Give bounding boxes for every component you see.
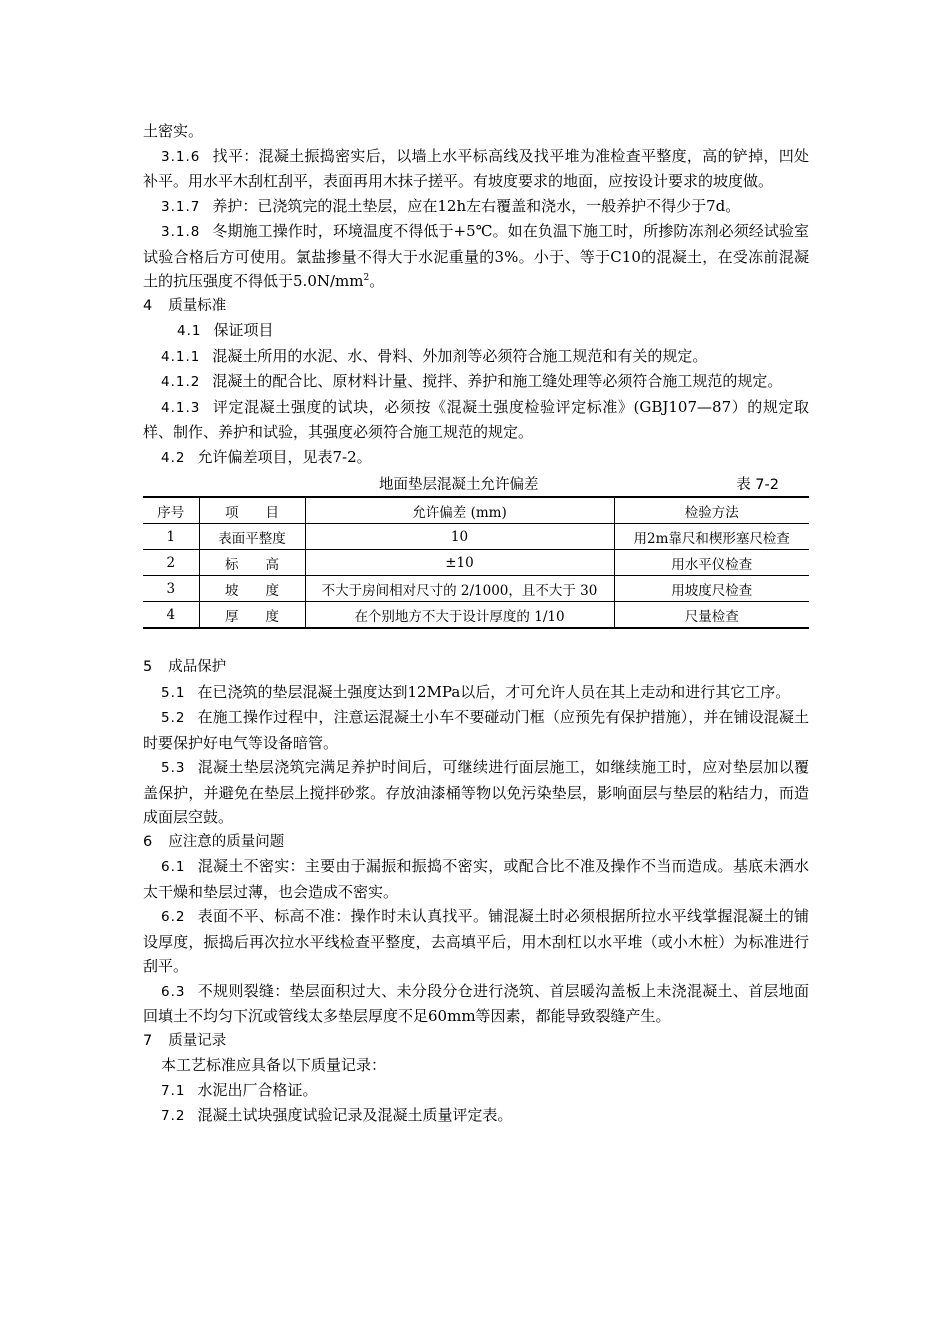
table-cell: 不大于房间相对尺寸的 2/1000，且不大于 30: [305, 576, 614, 602]
table-title: 地面垫层混凝土允许偏差: [379, 477, 539, 493]
clause-number: 4.2: [161, 449, 186, 466]
superscript: 2: [363, 273, 370, 283]
table-cell: 用坡度尺检查: [614, 576, 809, 602]
table-header-row: [143, 497, 809, 524]
section-heading-5: [143, 655, 809, 680]
clause-text: 混凝土所用的水泥、水、骨料、外加剂等必须符合施工规范和有关的规定。: [212, 346, 708, 365]
clause-6-1: [143, 854, 809, 904]
clause-text: 找平：混凝土振捣密实后，以墙上水平标高线及找平堆为准检查平整度，高的铲掉，凹处补平。用水平木刮杠刮平，表面再用木抹子搓平。有坡度要求的地面，应按设计要求的坡度做。: [143, 146, 809, 190]
table-cell: 2: [143, 550, 199, 576]
clause-number: 5.2: [161, 710, 186, 726]
table-number: 表 7-2: [736, 477, 779, 493]
clause-text-end: 。: [369, 272, 385, 290]
tolerance-table: [143, 496, 809, 629]
clause-text: 冬期施工操作时，环境温度不得低于+5℃。如在负温下施工时，所掺防冻剂必须经试验室试验合格后方可使用。氯盐掺量不得大于水泥重量的3%。小于、等于C10的混凝土，在受冻前混凝土的抗压强度不得低于5.0N/mm: [143, 222, 809, 290]
heading-title: 成品保护: [168, 659, 227, 675]
heading-number: 6: [143, 833, 153, 850]
table-cell: 表面平整度: [199, 524, 305, 550]
clause-4-1-3: [143, 395, 809, 445]
clause-number: 3.1.8: [161, 224, 201, 240]
table-cell: 坡 度: [199, 576, 305, 602]
clause-4-2: [143, 445, 809, 471]
heading-number: 7: [143, 1032, 153, 1049]
heading-title: 应注意的质量问题: [168, 833, 285, 850]
clause-number: 3.1.6: [161, 148, 201, 165]
clause-3-1-7: [143, 194, 809, 220]
clause-text: 混凝土的配合比、原材料计量、搅拌、养护和施工缝处理等必须符合施工规范的规定。: [212, 372, 783, 390]
header-cell: 允许偏差 (mm): [305, 497, 614, 524]
table-row: [143, 602, 809, 629]
clause-7-2: [143, 1103, 809, 1129]
clause-number: 5.3: [161, 760, 186, 776]
clause-number: 3.1.7: [161, 198, 201, 215]
table-row: [143, 576, 809, 602]
paragraph-7-intro: 本工艺标准应具备以下质量记录：: [161, 1056, 387, 1074]
table-cell: 1: [143, 524, 199, 550]
table-row: [143, 524, 809, 550]
heading-title: 质量记录: [168, 1032, 227, 1049]
clause-4-1-2: [143, 369, 809, 395]
table-cell: 厚 度: [199, 602, 305, 629]
table-row: [143, 550, 809, 576]
table-cell: 10: [305, 524, 614, 550]
clause-text: 评定混凝土强度的试块，必须按《混凝土强度检验评定标准》(GBJ107—87）的规定取样、制作、养护和试验，其强度必须符合施工规范的规定。: [143, 397, 809, 441]
clause-number: 4.1.2: [161, 374, 201, 390]
clause-number: 5.1: [161, 684, 186, 701]
table-cell: 用2m靠尺和楔形塞尺检查: [614, 524, 809, 550]
header-cell: 序号: [143, 497, 199, 524]
clause-text: 混凝土垫层浇筑完满足养护时间后，可继续进行面层施工，如继续施工时，应对垫层加以覆盖保护，并避免在垫层上搅拌砂浆。存放油漆桶等物以免污染垫层，影响面层与垫层的粘结力，而造成面层空鼓。: [143, 758, 809, 826]
section-heading-7: [143, 1029, 809, 1054]
section-heading-6: [143, 830, 809, 855]
clause-text: 混凝土试块强度试验记录及混凝土质量评定表。: [197, 1106, 513, 1124]
clause-number: 4.1.3: [161, 399, 201, 416]
clause-6-3: [143, 979, 809, 1029]
table-cell: 标 高: [199, 550, 305, 576]
header-cell: 检验方法: [614, 497, 809, 524]
table-cell: ±10: [305, 550, 614, 576]
section-heading-4: [143, 294, 809, 319]
clause-4-1: [143, 318, 809, 344]
table-cell: 用水平仪检查: [614, 550, 809, 576]
clause-5-2: [143, 705, 809, 755]
clause-text: 不规则裂缝：垫层面积过大、未分段分仓进行浇筑、首层暖沟盖板上未浇混凝土、首层地面回填土不均匀下沉或管线太多垫层厚度不足60mm等因素，都能导致裂缝产生。: [143, 981, 809, 1025]
table-cell: 在个别地方不大于设计厚度的 1/10: [305, 602, 614, 629]
clause-4-1-1: [143, 344, 809, 370]
clause-number: 4.1.1: [161, 348, 201, 365]
table-cell: 4: [143, 602, 199, 629]
clause-text: 混凝土不密实：主要由于漏振和振捣不密实，或配合比不准及操作不当而造成。基底未洒水太干燥和垫层过薄，也会造成不密实。: [143, 857, 809, 901]
clause-5-1: [143, 680, 809, 706]
heading-number: 4: [143, 297, 153, 314]
paragraph-continuation: 土密实。: [143, 122, 204, 140]
spacer: [143, 629, 809, 655]
clause-text: 养护：已浇筑完的混土垫层，应在12h左右覆盖和浇水，一般养护不得少于7d。: [212, 196, 741, 215]
clause-3-1-6: [143, 144, 809, 194]
clause-text: 水泥出厂合格证。: [197, 1080, 318, 1099]
clause-text: 在已浇筑的垫层混凝土强度达到12MPa以后，才可允许人员在其上走动和进行其它工序。: [197, 682, 791, 701]
clause-text: 在施工操作过程中，注意运混凝土小车不要碰动门框（应预先有保护措施），并在铺设混凝土时要保护好电气等设备暗管。: [143, 708, 809, 752]
clause-3-1-8: [143, 219, 809, 294]
clause-text: 表面不平、标高不准：操作时未认真找平。铺混凝土时必须根据所拉水平线掌握混凝土的铺设厚度，振捣后再次拉水平线检查平整度，去高填平后，用木刮杠以水平堆（或小木桩）为标准进行刮平。: [143, 907, 809, 975]
clause-number: 4.1: [177, 323, 202, 339]
clause-number: 6.3: [161, 983, 186, 1000]
header-cell: 项 目: [199, 497, 305, 524]
heading-title: 质量标准: [168, 297, 227, 314]
table-cell: 3: [143, 576, 199, 602]
document-page: [143, 119, 809, 1129]
table-cell: 尺量检查: [614, 602, 809, 629]
clause-number: 7.2: [161, 1108, 186, 1124]
clause-7-1: [143, 1078, 809, 1104]
clause-5-3: [143, 755, 809, 830]
clause-number: 6.2: [161, 909, 186, 925]
table-caption: [143, 470, 809, 496]
clause-6-2: [143, 904, 809, 979]
heading-number: 5: [143, 659, 153, 675]
clause-text: 保证项目: [213, 321, 274, 339]
clause-text: 允许偏差项目，见表7-2。: [197, 447, 372, 466]
clause-number: 6.1: [161, 859, 186, 875]
clause-number: 7.1: [161, 1082, 186, 1099]
